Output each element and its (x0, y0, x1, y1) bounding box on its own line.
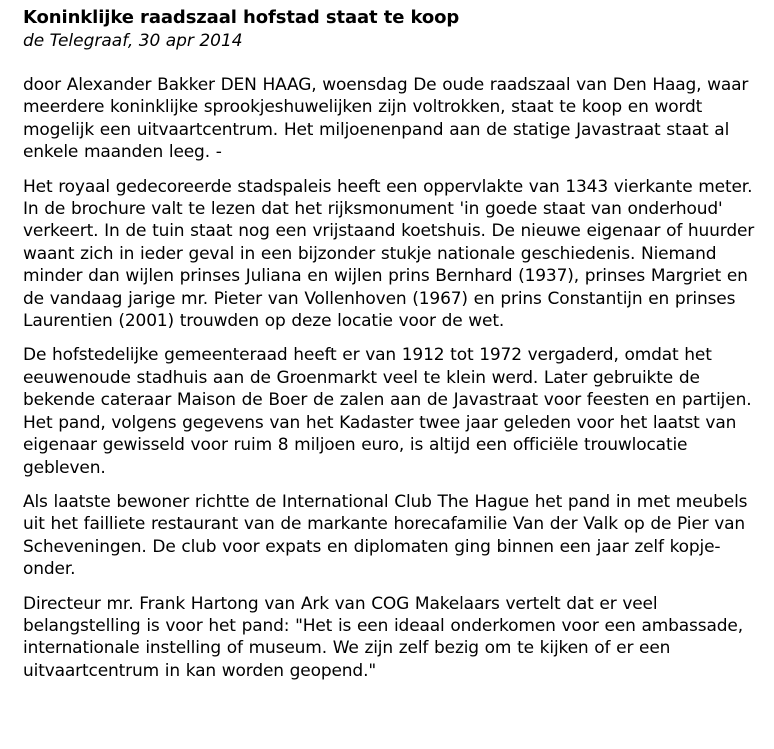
article-paragraph-2: Het royaal gedecoreerde stadspaleis heeft een oppervlakte van 1343 vierkante meter. In de brochure valt te lezen dat het rijksmonument 'in goede staat van onderhoud' verkeert. In de tuin staat nog een vrijstaand koetshuis. De nieuwe eigenaar of huurder waant zich in ieder geval in een bijzonder stukje nationale geschiedenis. Niemand minder dan wijlen prinses Juliana en wijlen prins Bernhard (1937), prinses Margriet en de vandaag jarige mr. Pieter van Vollenhoven (1967) en prins Constantijn en prinses Laurentien (2001) trouwden op deze locatie voor de wet. (23, 176, 755, 332)
article-paragraph-3: De hofstedelijke gemeenteraad heeft er van 1912 tot 1972 vergaderd, omdat het eeuwenoude stadhuis aan de Groenmarkt veel te klein werd. Later gebruikte de bekende cateraar Maison de Boer de zalen aan de Javastraat voor feesten en partijen. Het pand, volgens gegevens van het Kadaster twee jaar geleden voor het laatst van eigenaar gewisseld voor ruim 8 miljoen euro, is altijd een officiële trouwlocatie gebleven. (23, 345, 752, 478)
article-paragraph-5: Directeur mr. Frank Hartong van Ark van COG Makelaars vertelt dat er veel belangstelling is voor het pand: "Het is een ideaal onderkomen voor een ambassade, internationale instelling of museum. We zijn zelf bezig om te kijken of er een uitvaartcentrum in kan worden geopend." (23, 593, 743, 681)
article-paragraph-1: door Alexander Bakker DEN HAAG, woensdag De oude raadszaal van Den Haag, waar meerdere koninklijke sprookjeshuwelijken zijn voltrokken, staat te koop en wordt mogelijk een uitvaartcentrum. Het miljoenenpand aan de statige Javastraat staat al enkele maanden leeg. - (23, 75, 749, 163)
article-paragraph-4: Als laatste bewoner richtte de International Club The Hague het pand in met meubels uit het failliete restaurant van de markante horecafamilie Van der Valk op de Pier van Scheveningen. De club voor expats en diplomaten ging binnen een jaar zelf kopje-onder. (23, 491, 748, 580)
article-title: Koninklijke raadszaal hofstad staat te koop (23, 7, 460, 28)
article-source-date: de Telegraaf, 30 apr 2014 (23, 31, 243, 51)
